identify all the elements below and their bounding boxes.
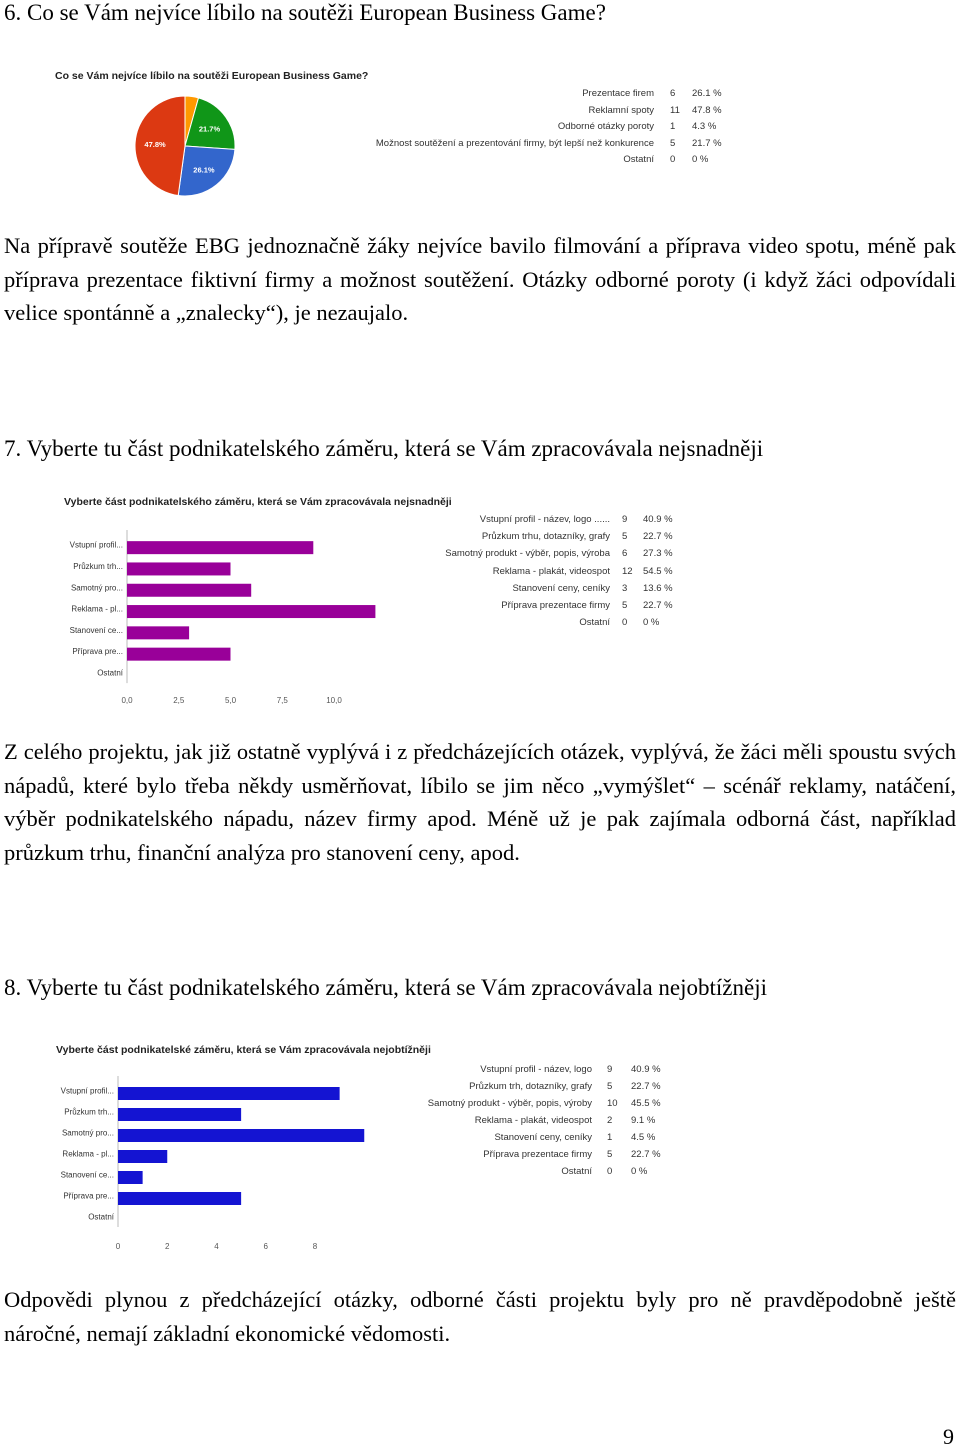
bar-legend-count: 10 <box>607 1098 618 1109</box>
bar-chart-hardest-title: Vyberte část podnikatelské záměru, která se Vám zpracovávala nejobtížněji <box>56 1044 431 1056</box>
page-number: 9 <box>943 1424 954 1449</box>
bar-tick-label: 0 <box>115 1242 121 1251</box>
bar-legend-row <box>390 600 690 615</box>
bar-legend-row <box>382 1149 682 1164</box>
bar <box>127 584 251 597</box>
bar-legend-count: 6 <box>622 548 628 560</box>
bar-legend-percent: 54.5 % <box>643 565 673 577</box>
bar-category-label: Příprava pre... <box>63 1191 114 1201</box>
bar-category-label: Reklama - pl... <box>62 1149 114 1159</box>
bar <box>118 1129 364 1142</box>
bar-legend-label: Stanovení ceny, ceníky <box>512 582 610 594</box>
bar-legend-count: 5 <box>622 600 628 611</box>
pie-legend-count: 11 <box>670 104 680 116</box>
bar-legend-label: Stanovení ceny, ceníky <box>494 1132 592 1143</box>
bar-chart-hardest-legend <box>382 1064 682 1184</box>
bar-legend-percent: 45.5 % <box>631 1098 661 1109</box>
bar-category-label: Ostatní <box>88 1212 114 1222</box>
bar-legend-percent: 22.7 % <box>643 531 673 543</box>
bar-legend-label: Průzkum trhu, dotazníky, grafy <box>481 531 610 543</box>
pie-chart-legend <box>330 88 730 198</box>
bar <box>127 648 231 661</box>
pie-slice-label: 47.8% <box>144 139 166 149</box>
bar-legend-count: 0 <box>622 617 628 629</box>
pie-legend-row <box>330 138 730 153</box>
bar-tick-label: 5,0 <box>224 696 237 705</box>
pie-slice-label: 21.7% <box>198 124 221 134</box>
pie-legend-count: 6 <box>670 88 676 99</box>
bar-legend-count: 5 <box>607 1149 613 1160</box>
section-8-paragraph: Odpovědi plynou z předcházející otázky, odborné části projektu byly pro ně pravděpodobně ještě náročné, nemají základní ekonomické vědomosti. <box>4 1287 956 1346</box>
bar-legend-label: Reklama - plakát, videospot <box>474 1115 592 1126</box>
bar-legend-label: Průzkum trh, dotazníky, grafy <box>469 1081 592 1092</box>
bar-legend-count: 9 <box>607 1064 613 1075</box>
bar-legend-row <box>382 1081 682 1096</box>
bar-legend-percent: 0 % <box>643 617 660 629</box>
section-6-heading: 6. Co se Vám nejvíce líbilo na soutěži European Business Game? <box>4 0 606 25</box>
bar-legend-row <box>382 1166 682 1181</box>
bar <box>118 1171 143 1184</box>
bar <box>127 605 375 618</box>
pie-legend-label: Prezentace firem <box>582 88 654 99</box>
section-8-heading: 8. Vyberte tu část podnikatelského záměru, která se Vám zpracovávala nejobtížněji <box>4 975 767 1000</box>
bar-legend-percent: 22.7 % <box>631 1081 661 1092</box>
bar-legend-percent: 13.6 % <box>643 582 673 594</box>
pie-legend-percent: 47.8 % <box>692 104 722 116</box>
bar-tick-label: 10,0 <box>326 696 342 705</box>
bar-legend-label: Příprava prezentace firmy <box>483 1149 592 1160</box>
pie-legend-count: 0 <box>670 154 676 165</box>
bar-legend-count: 5 <box>607 1081 613 1092</box>
pie-slice-label: 26.1% <box>193 165 215 175</box>
bar-legend-row <box>390 566 690 581</box>
pie-legend-percent: 26.1 % <box>692 88 722 99</box>
bar-legend-label: Ostatní <box>561 1166 592 1177</box>
bar-legend-count: 9 <box>622 514 628 525</box>
bar-legend-percent: 4.5 % <box>631 1132 656 1143</box>
bar-category-label: Stanovení ce... <box>69 625 123 635</box>
bar-category-label: Samotný pro... <box>61 1128 114 1138</box>
bar-legend-count: 2 <box>607 1115 613 1126</box>
bar-category-label: Vstupní profil... <box>69 540 123 550</box>
bar-legend-count: 5 <box>622 531 628 543</box>
bar-legend-label: Příprava prezentace firmy <box>501 600 610 611</box>
pie-legend-label: Odborné otázky poroty <box>557 121 654 132</box>
bar-chart-easiest-title: Vyberte část podnikatelského záměru, která se Vám zpracovávala nejsnadněji <box>64 496 452 508</box>
pie-legend-percent: 0 % <box>692 154 709 165</box>
pie-legend-percent: 4.3 % <box>692 121 717 132</box>
bar-category-label: Příprava pre... <box>72 647 123 657</box>
bar-legend-label: Vstupní profil - název, logo <box>480 1064 592 1075</box>
bar-legend-row <box>390 514 690 529</box>
bar-legend-percent: 0 % <box>631 1166 648 1177</box>
pie-chart-svg <box>50 66 250 201</box>
bar <box>127 562 231 575</box>
bar-legend-row <box>390 531 690 546</box>
bar-legend-label: Reklama - plakát, videospot <box>492 565 610 577</box>
pie-legend-row <box>330 154 730 169</box>
section-7-paragraph: Z celého projektu, jak již ostatně vyplývá i z předcházejících otázek, vyplývá, že žáci měli spoustu svých nápadů, které bylo třeba někdy usměrňovat, líbilo se jim něco „vymýšlet“ – scénář reklamy, natáčení, výběr podnikatelského nápadu, název firmy apod. Méně už je pak zajímala odborná část, například průzkum trhu, finanční analýza pro stanovení ceny, apod. <box>4 739 956 865</box>
pie-chart <box>50 66 730 201</box>
bar-chart-easiest <box>60 490 700 705</box>
bar <box>127 626 189 639</box>
bar-category-label: Samotný pro... <box>70 583 123 593</box>
bar-legend-percent: 22.7 % <box>643 600 673 611</box>
pie-legend-label: Reklamní spoty <box>588 104 654 116</box>
bar-legend-row <box>382 1064 682 1079</box>
bar-chart-hardest-svg <box>52 1038 382 1253</box>
bar-legend-label: Samotný produkt - výběr, popis, výroby <box>427 1098 592 1109</box>
pie-legend-row <box>330 121 730 136</box>
pie-legend-percent: 21.7 % <box>692 137 722 149</box>
bar-tick-label: 8 <box>312 1242 318 1251</box>
bar-tick-label: 0,0 <box>121 696 133 705</box>
bar-legend-percent: 27.3 % <box>643 548 673 560</box>
bar-chart-hardest <box>52 1038 692 1253</box>
pie-legend-label: Možnost soutěžení a prezentování firmy, být lepší než konkurence <box>375 137 654 149</box>
section-6-paragraph: Na přípravě soutěže EBG jednoznačně žáky nejvíce bavilo filmování a příprava video spotu, méně pak příprava prezentace fiktivní firmy a možnost soutěžení. Otázky odborné poroty (i když žáci odpovídali velice spontánně a „znalecky“), je nezaujalo. <box>4 233 956 325</box>
bar-category-label: Ostatní <box>97 668 123 678</box>
pie-legend-row <box>330 105 730 120</box>
bar-legend-label: Vstupní profil - název, logo ...... <box>479 514 610 525</box>
bar-legend-percent: 9.1 % <box>631 1115 656 1126</box>
bar-legend-count: 12 <box>622 565 633 577</box>
bar-tick-label: 2,5 <box>173 696 185 705</box>
bar-category-label: Průzkum trh... <box>64 1107 114 1117</box>
bar-category-label: Reklama - pl... <box>71 604 123 614</box>
bar-category-label: Průzkum trh... <box>73 561 123 571</box>
bar-legend-percent: 40.9 % <box>643 514 673 525</box>
bar-legend-count: 3 <box>622 582 628 594</box>
bar-category-label: Vstupní profil... <box>60 1086 114 1096</box>
bar-legend-row <box>382 1115 682 1130</box>
bar <box>118 1192 241 1205</box>
pie-legend-count: 1 <box>670 121 676 132</box>
bar-legend-row <box>382 1098 682 1113</box>
bar-legend-percent: 40.9 % <box>631 1064 661 1075</box>
bar <box>127 541 313 554</box>
pie-chart-title: Co se Vám nejvíce líbilo na soutěži European Business Game? <box>55 70 369 82</box>
pie-legend-row <box>330 88 730 103</box>
bar-legend-row <box>390 617 690 632</box>
bar-legend-count: 1 <box>607 1132 613 1143</box>
section-7-heading: 7. Vyberte tu část podnikatelského záměru, která se Vám zpracovávala nejsnadněji <box>4 436 764 461</box>
bar <box>118 1087 340 1100</box>
bar-chart-easiest-legend <box>390 514 690 634</box>
bar <box>118 1150 167 1163</box>
bar-legend-count: 0 <box>607 1166 613 1177</box>
bar-legend-row <box>382 1132 682 1147</box>
bar-tick-label: 4 <box>214 1242 219 1251</box>
bar-legend-label: Samotný produkt - výběr, popis, výroba <box>445 548 610 560</box>
bar <box>118 1108 241 1121</box>
pie-legend-count: 5 <box>670 137 676 149</box>
bar-tick-label: 6 <box>263 1242 268 1251</box>
bar-category-label: Stanovení ce... <box>60 1170 114 1180</box>
bar-chart-easiest-svg <box>60 490 390 705</box>
pie-legend-label: Ostatní <box>623 154 654 165</box>
bar-tick-label: 7,5 <box>276 696 288 705</box>
bar-tick-label: 2 <box>165 1242 170 1251</box>
bar-legend-label: Ostatní <box>579 617 610 629</box>
bar-legend-row <box>390 583 690 598</box>
bar-legend-percent: 22.7 % <box>631 1149 661 1160</box>
bar-legend-row <box>390 548 690 563</box>
